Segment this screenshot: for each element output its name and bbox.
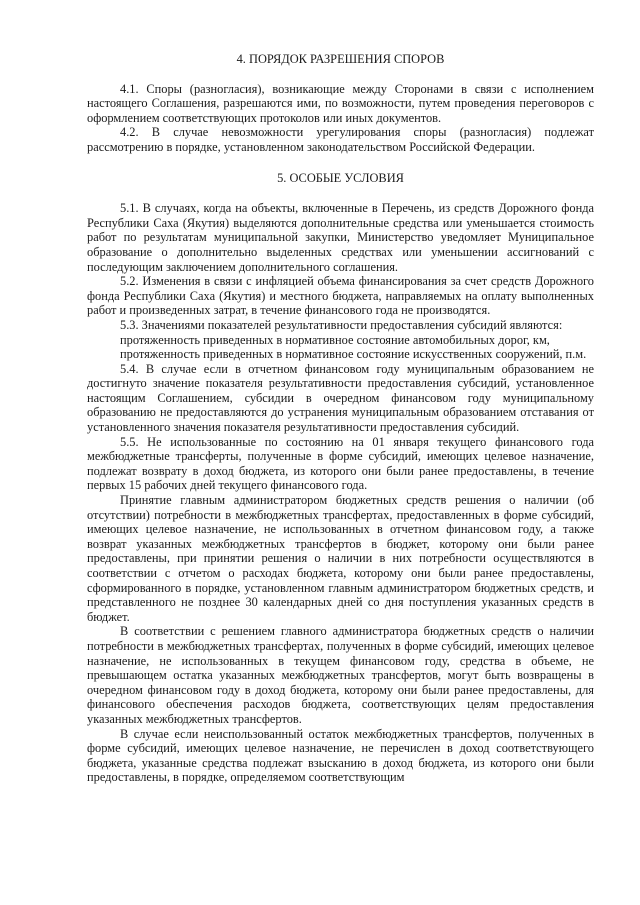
paragraph-recovery: В случае если неиспользованный остаток межбюджетных трансфертов, полученных в форме субсидий, имеющих целевое назначение, не перечислен в доход соответствующего бюджета, указанные средства подлежат взысканию в доход бюджета, из которого они были предоставлены, в порядке, определяемом соответствующим: [87, 726, 594, 785]
paragraph-return-funds: В соответствии с решением главного администратора бюджетных средств о наличии потребности в межбюджетных трансфертах, полученных в форме субсидий, имеющих целевое назначение, не использованных в текущем финансовом году, средства в объеме, не превышающем остатка указанных межбюджетных трансфертов, могут быть возвращены в очередном финансовом году в доход бюджета, которому они были ранее предоставлены, для финансового обеспечения расходов бюджета, соответствующих целям предоставления указанных межбюджетных трансфертов.: [87, 624, 594, 726]
clause-5-4: 5.4. В случае если в отчетном финансовом году муниципальным образованием не достигнуто значение показателя результативности предоставления субсидий, установленное настоящим Соглашением, субсидии в очередном финансовом году муниципальному образованию не предоставляются до устранения муниципальным образованием отставания от установленного значения показателя результативности предоставления субсидий.: [87, 361, 594, 435]
clause-5-1: 5.1. В случаях, когда на объекты, включенные в Перечень, из средств Дорожного фонда Республики Саха (Якутия) выделяются дополнительные средства или уменьшается стоимость работ по результатам муниципальной закупки, Министерство уведомляет Муниципальное образование о дополнительно выделенных средствах или уменьшении ассигнований с последующим заключением дополнительного соглашения.: [87, 201, 594, 274]
clause-5-2: 5.2. Изменения в связи с инфляцией объема финансирования за счет средств Дорожного фонда Республики Саха (Якутия) и местного бюджета, направляемых на оплату выполненных работ и произведенных затрат, в течение финансового года не производятся.: [87, 274, 594, 318]
paragraph-need-decision: Принятие главным администратором бюджетных средств решения о наличии (об отсутствии) потребности в межбюджетных трансфертах, предоставленных в форме субсидий, имеющих целевое назначение, не использованных в отчетном финансовом году, а также возврат указанных межбюджетных трансфертов в бюджет, которому они были ранее предоставлены, при принятии решения о наличии в них потребности осуществляются в соответствии с отчетом о расходах бюджета, которому они были ранее предоставлены, сформированного в порядке, установленном главным администратором бюджетных средств, и представленного не позднее 30 календарных дней со дня поступления указанных средств в бюджет.: [87, 493, 594, 624]
clause-4-1: 4.1. Споры (разногласия), возникающие между Сторонами в связи с исполнением настоящего Соглашения, разрешаются ими, по возможности, путем проведения переговоров с оформлением соответствующих протоколов или иных документов.: [87, 81, 594, 125]
section-4-heading: 4. ПОРЯДОК РАЗРЕШЕНИЯ СПОРОВ: [236, 52, 445, 66]
clause-5-3-item-structures: протяженность приведенных в нормативное состояние искусственных сооружений, п.м.: [120, 347, 587, 362]
clause-5-5: 5.5. Не использованные по состоянию на 01 января текущего финансового года межбюджетные трансферты, полученные в форме субсидий, имеющих целевое назначение, подлежат возврату в доход бюджета, из которого они были ранее предоставлены, в течение первых 15 рабочих дней текущего финансового года.: [87, 434, 594, 493]
clause-5-3: 5.3. Значениями показателей результативности предоставления субсидий являются:: [120, 317, 563, 332]
section-5-heading: 5. ОСОБЫЕ УСЛОВИЯ: [277, 170, 404, 185]
clause-4-2: 4.2. В случае невозможности урегулирования споры (разногласия) подлежат рассмотрению в порядке, установленном законодательством Российской Федерации.: [87, 125, 594, 154]
clause-5-3-item-roads: протяженность приведенных в нормативное состояние автомобильных дорог, км,: [120, 332, 550, 347]
